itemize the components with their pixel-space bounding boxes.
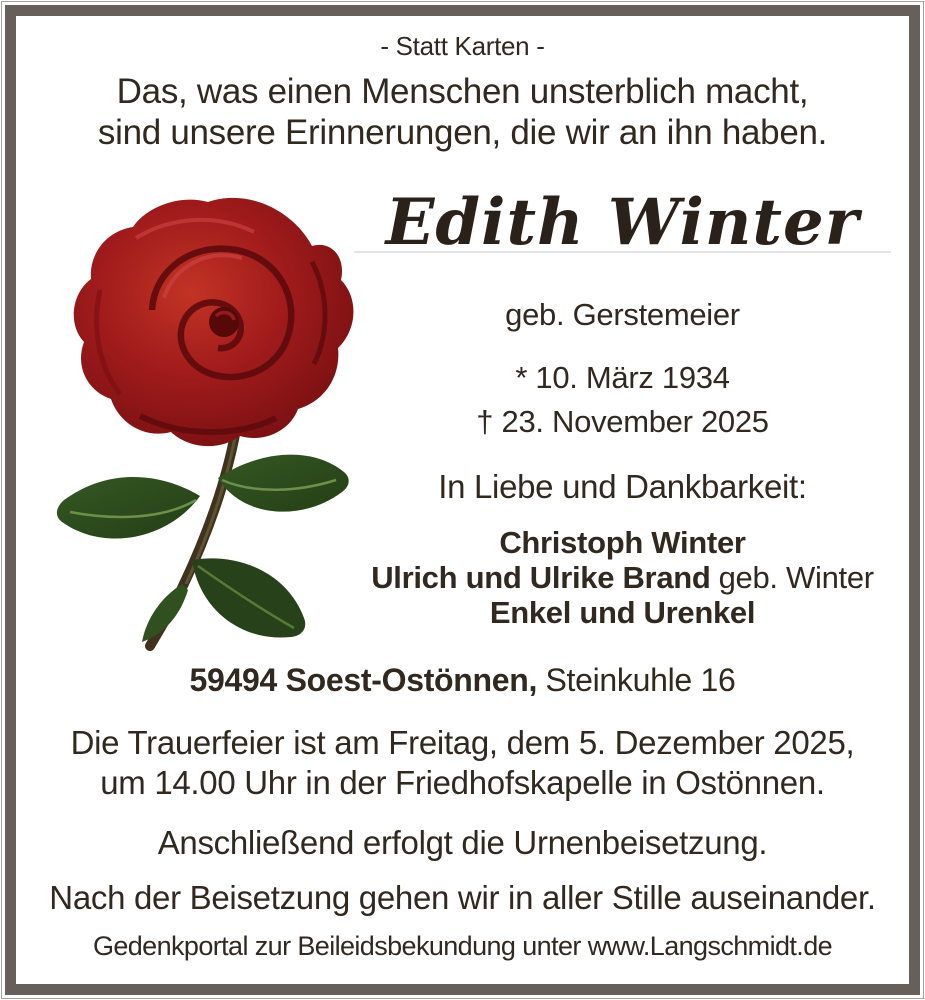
- deceased-name: Edith Winter: [385, 185, 860, 260]
- address-city: 59494 Soest-Ostönnen,: [189, 662, 538, 698]
- private-farewell-line: Nach der Beisetzung gehen wir in aller Stille auseinander.: [49, 879, 876, 916]
- funeral-info: [16, 723, 909, 803]
- notice-content: [16, 16, 909, 984]
- urn-burial-line: Anschließend erfolgt die Urnenbeisetzung.: [157, 824, 768, 861]
- rose-image: [40, 180, 372, 652]
- funeral-line-2: um 14.00 Uhr in der Friedhofskapelle in Ostönnen.: [100, 764, 825, 801]
- address-line: [16, 661, 909, 699]
- birth-date: * 10. März 1934: [515, 360, 730, 395]
- mourner-row: [354, 595, 891, 630]
- mourner-row: [354, 525, 891, 560]
- mourner-name: Enkel und Urenkel: [489, 595, 756, 630]
- mourner-suffix: geb. Winter: [718, 560, 874, 595]
- middle-section: [16, 166, 909, 661]
- mourner-name: Ulrich und Ulrike Brand: [371, 560, 711, 595]
- death-date: † 23. November 2025: [476, 404, 769, 439]
- quote-line-1: Das, was einen Menschen unsterblich macht,: [116, 72, 809, 111]
- mourner-row: [354, 560, 891, 595]
- memorial-quote: [16, 71, 909, 153]
- mourners-list: [354, 525, 891, 630]
- mourner-name: Christoph Winter: [499, 525, 746, 560]
- quote-line-2: sind unsere Erinnerungen, die wir an ihn haben.: [97, 113, 828, 152]
- funeral-line-1: Die Trauerfeier ist am Freitag, dem 5. Dezember 2025,: [70, 724, 855, 761]
- memorial-portal-line: Gedenkportal zur Beileidsbekundung unter www.Langschmidt.de: [92, 931, 833, 961]
- deceased-column: [354, 166, 891, 630]
- address-street: Steinkuhle 16: [545, 662, 736, 698]
- maiden-name: geb. Gerstemeier: [505, 297, 740, 332]
- gratitude-line: In Liebe und Dankbarkeit:: [438, 468, 807, 505]
- statt-karten-line: - Statt Karten -: [380, 31, 545, 61]
